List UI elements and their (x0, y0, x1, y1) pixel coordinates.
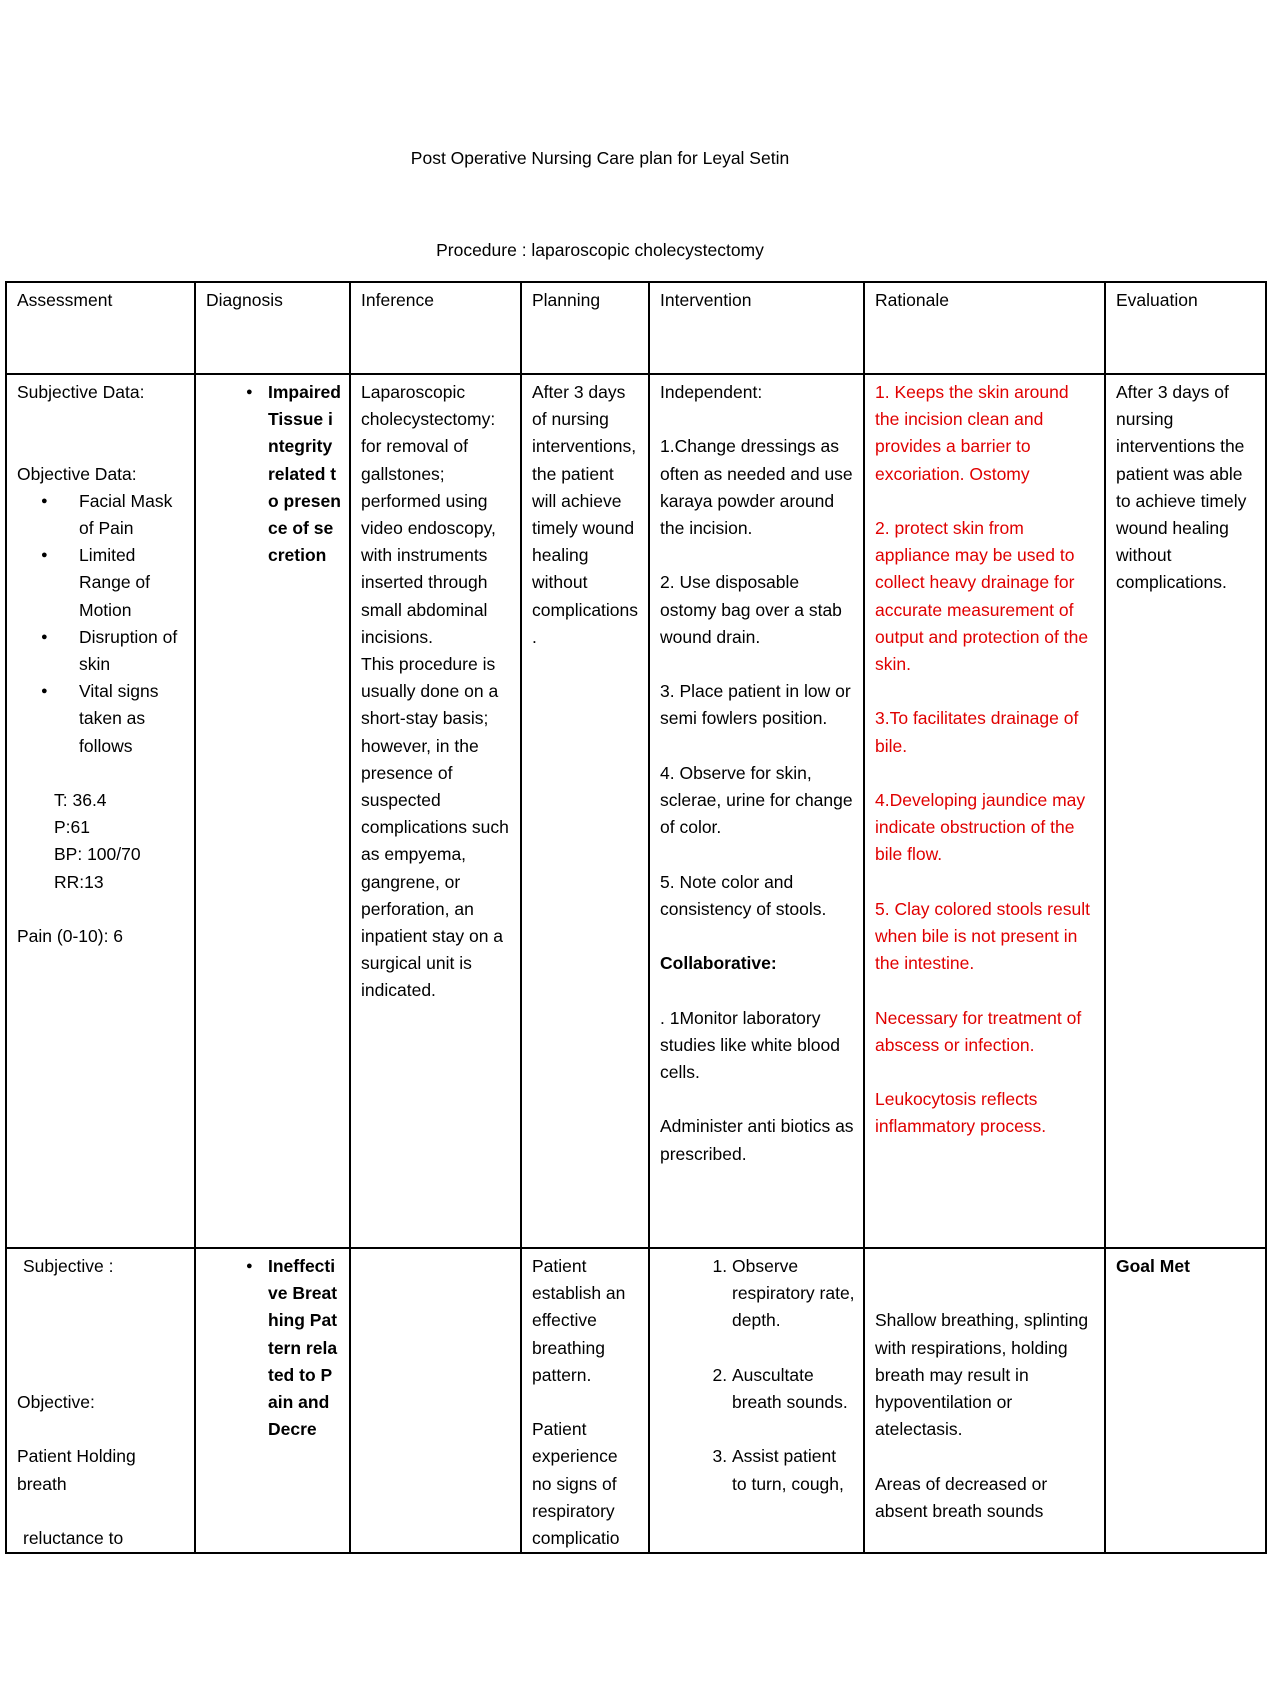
intervention-item: 2. Auscultate breath sounds. (732, 1362, 855, 1416)
header-inference: Inference (350, 282, 521, 374)
planning-cell (521, 374, 649, 1248)
diagnosis-cell (195, 374, 350, 1248)
inference-cell (350, 1248, 521, 1553)
list-item: ● Vital signs taken as follows (79, 678, 186, 760)
planning-goal: Patient establish an effective breathing pattern. (532, 1256, 626, 1385)
header-evaluation: Evaluation (1105, 282, 1266, 374)
intervention-item: 3. Place patient in low or semi fowlers position. (660, 681, 851, 729)
row-impaired-tissue-integrity (6, 374, 1266, 1248)
vital-blood-pressure: BP: 100/70 (54, 844, 141, 865)
evaluation-cell (1105, 374, 1266, 1248)
header-rationale: Rationale (864, 282, 1105, 374)
diagnosis-cell (195, 1248, 350, 1553)
planning-goal: After 3 days of nursing interventions, the patient will achieve timely wound healing without complications. (532, 382, 639, 647)
objective-list (17, 488, 186, 760)
intervention-item: 1.Change dressings as often as needed and use karaya powder around the incision. (660, 436, 853, 538)
assessment-cell (6, 374, 195, 1248)
rationale-item: 4.Developing jaundice may indicate obstruction of the bile flow. (875, 790, 1086, 865)
intervention-item: 2. Use disposable ostomy bag over a stab wound drain. (660, 572, 842, 647)
header-assessment: Assessment (6, 282, 195, 374)
list-item: ● Disruption of skin (79, 624, 186, 678)
independent-label: Independent: (660, 382, 763, 402)
care-plan-table (5, 281, 1267, 1554)
pain-score: Pain (0-10): 6 (17, 926, 124, 946)
collaborative-item: Administer anti biotics as prescribed. (660, 1116, 854, 1164)
rationale-item: Leukocytosis reflects inflammatory process. (875, 1089, 1047, 1137)
rationale-item: Areas of decreased or absent breath sounds (875, 1473, 1048, 1521)
objective-label: Objective: (17, 1391, 95, 1412)
vital-respiratory-rate: RR:13 (54, 871, 104, 892)
inference-cell (350, 374, 521, 1248)
header-row (6, 282, 1266, 374)
objective-finding: reluctance to (23, 1527, 124, 1548)
vital-pulse: P:61 (54, 817, 90, 838)
planning-goal: Patient experience no signs of respiratory complicatio (532, 1419, 620, 1549)
intervention-item: 1. Observe respiratory rate, depth. (732, 1253, 855, 1335)
procedure-line: Procedure : laparoscopic cholecystectomy (436, 240, 764, 260)
objective-finding: Patient Holding breath (17, 1446, 136, 1494)
intervention-list (660, 1253, 855, 1498)
rationale-item: Necessary for treatment of abscess or infection. (875, 1007, 1082, 1055)
intervention-item: 5. Note color and consistency of stools. (660, 871, 827, 919)
row-ineffective-breathing-pattern (6, 1248, 1266, 1553)
document-title: Post Operative Nursing Care plan for Leyal Setin (410, 148, 790, 168)
bullet-icon: ● (246, 1260, 253, 1272)
list-item: ● Facial Mask of Pain (79, 488, 186, 542)
subjective-label: Subjective Data: (17, 382, 145, 402)
evaluation-cell (1105, 1248, 1266, 1553)
bullet-icon: ● (246, 386, 253, 398)
header-planning: Planning (521, 282, 649, 374)
evaluation-text: After 3 days of nursing interventions the patient was able to achieve timely wound healing without complications. (1116, 382, 1247, 593)
rationale-cell (864, 374, 1105, 1248)
rationale-item: 5. Clay colored stools result when bile is not present in the intestine. (875, 898, 1090, 974)
intervention-cell (649, 374, 864, 1248)
inference-note: This procedure is usually done on a short-stay basis; however, in the presence of suspected complications such as empyema, gangrene, or perforation, an inpatient stay on a surgical unit is indicated. (361, 654, 509, 1001)
intervention-item: 3. Assist patient to turn, cough, (732, 1443, 855, 1497)
rationale-item: 3.To facilitates drainage of bile. (875, 708, 1079, 756)
intervention-cell (649, 1248, 864, 1553)
collaborative-item: . 1Monitor laboratory studies like white blood cells. (660, 1007, 840, 1082)
vital-temperature: T: 36.4 (54, 790, 107, 810)
rationale-item: 2. protect skin from appliance may be used to collect heavy drainage for accurate measurement of output and protection of the skin. (875, 518, 1089, 675)
header-intervention: Intervention (649, 282, 864, 374)
collaborative-label: Collaborative: (660, 953, 777, 974)
subjective-label: Subjective : (23, 1256, 114, 1276)
rationale-item: Shallow breathing, splinting with respirations, holding breath may result in hypoventilation or atelectasis. (875, 1310, 1089, 1440)
diagnosis-text: Impaired Tissue integrity related to presence of secretion (268, 382, 341, 566)
rationale-item: 1. Keeps the skin around the incision clean and provides a barrier to excoriation. Ostomy (875, 382, 1069, 484)
objective-label: Objective Data: (17, 463, 137, 484)
rationale-cell (864, 1248, 1105, 1553)
header-diagnosis: Diagnosis (195, 282, 350, 374)
intervention-item: 4. Observe for skin, sclerae, urine for change of color. (660, 762, 853, 838)
assessment-cell (6, 1248, 195, 1553)
planning-cell (521, 1248, 649, 1553)
list-item: ● Limited Range of Motion (79, 542, 186, 624)
inference-definition: Laparoscopic cholecystectomy: for removal of gallstones; performed using video endoscopy, with instruments inserted through small abdominal incisions. (361, 382, 496, 647)
evaluation-text: Goal Met (1116, 1256, 1190, 1276)
diagnosis-text: Ineffective Breathing Pattern related to Pain and Decre (268, 1256, 338, 1440)
